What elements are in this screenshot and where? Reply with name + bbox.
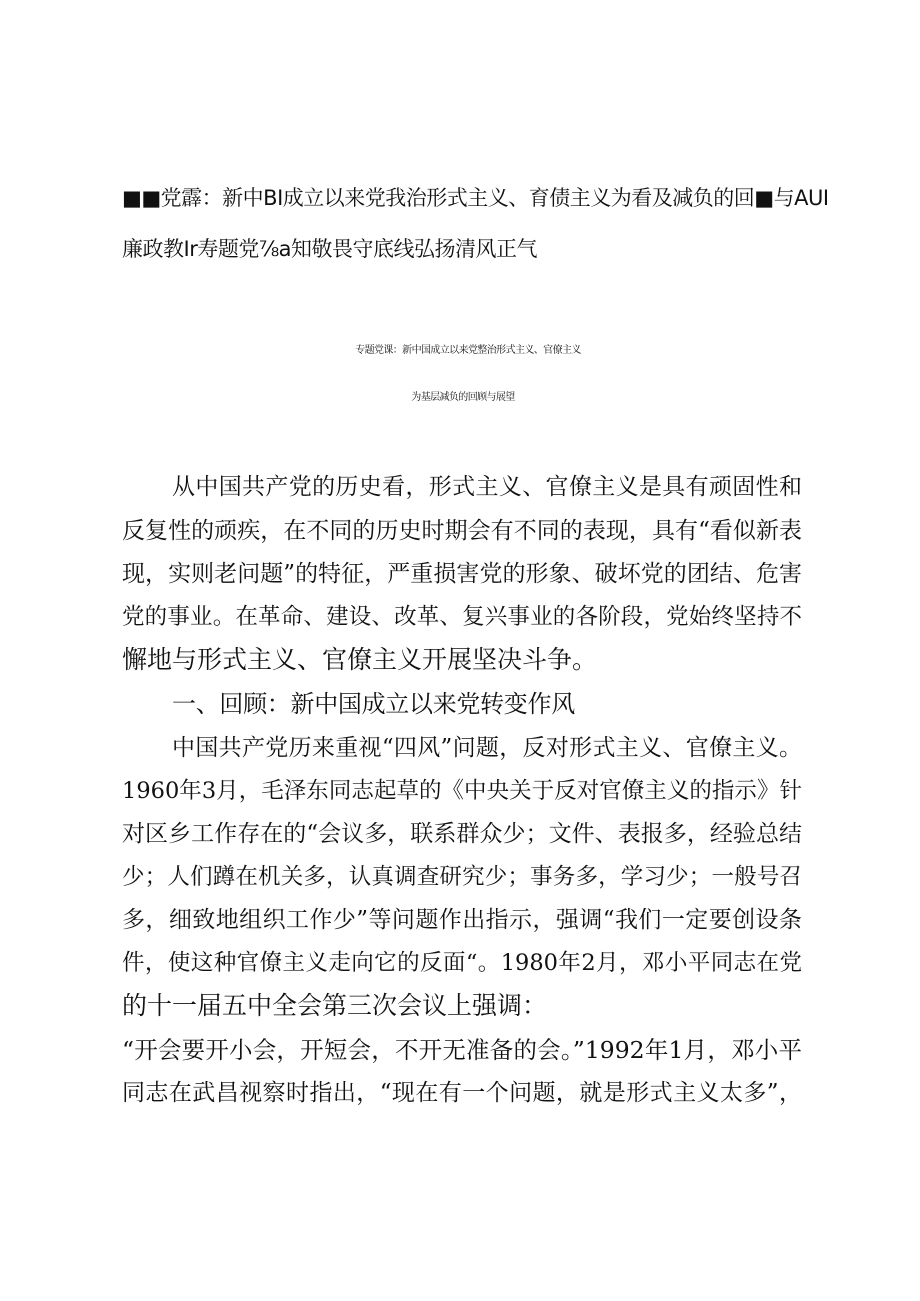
paragraph-line: 从中国共产党的历史看，形式主义、官僚主义是具有顽固性和 [172, 474, 802, 500]
paragraph-line: 少；人们蹲在机关多，认真调查研究少；事务多，学习少；一般号召 [122, 864, 802, 890]
paragraph-line: 现，实则老问题”的特征，严重损害党的形象、破坏党的团结、危害 [122, 561, 802, 587]
paragraph-line: 件，使这种官僚主义走向它的反面“。1980年2月，邓小平同志在党 [122, 950, 802, 976]
paragraph-line: 同志在武昌视察时指出，“现在有一个问题，就是形式主义太多”， [122, 1080, 802, 1106]
paragraph-line: 党的事业。在革命、建设、改革、复兴事业的各阶段，党始终坚持不 [122, 604, 802, 630]
paragraph-line: 的十一届五中全会第三次会议上强调： [122, 991, 548, 1020]
section-heading: 一、回顾：新中国成立以来党转变作风 [172, 690, 575, 718]
paragraph-line: 懈地与形式主义、官僚主义开展坚决斗争。 [122, 645, 598, 674]
paragraph-line: 1960年3月，毛泽东同志起草的《中央关于反对官僚主义的指示》针 [122, 778, 802, 804]
paragraph-line: 多，细致地组织工作少”等问题作出指示，强调“我们一定要创设条 [122, 907, 802, 933]
paragraph-line: 反复性的顽疾，在不同的历史时期会有不同的表现，具有“看似新表 [122, 518, 802, 544]
document-header-line-1: ■■党霹：新中BI成立以来党我治形式主义、育债主义为看及减负的回■与AUI [122, 186, 829, 210]
article-title-line-1: 专题党课：新中国成立以来党整治形式主义、官僚主义 [355, 345, 581, 356]
article-title-line-2: 为基层减负的回顾与展望 [411, 392, 515, 403]
paragraph-line: 对区乡工作存在的“会议多，联系群众少；文件、表报多，经验总结 [122, 821, 802, 847]
paragraph-line: “开会要开小会，开短会，不开无准备的会。”1992年1月，邓小平 [122, 1036, 802, 1064]
paragraph-line: 中国共产党历来重视“四风”问题，反对形式主义、官僚主义。 [172, 735, 802, 761]
document-header-line-2: 廉政教Ir寿题党⅞a知敬畏守底线弘扬清风正气 [122, 237, 538, 261]
